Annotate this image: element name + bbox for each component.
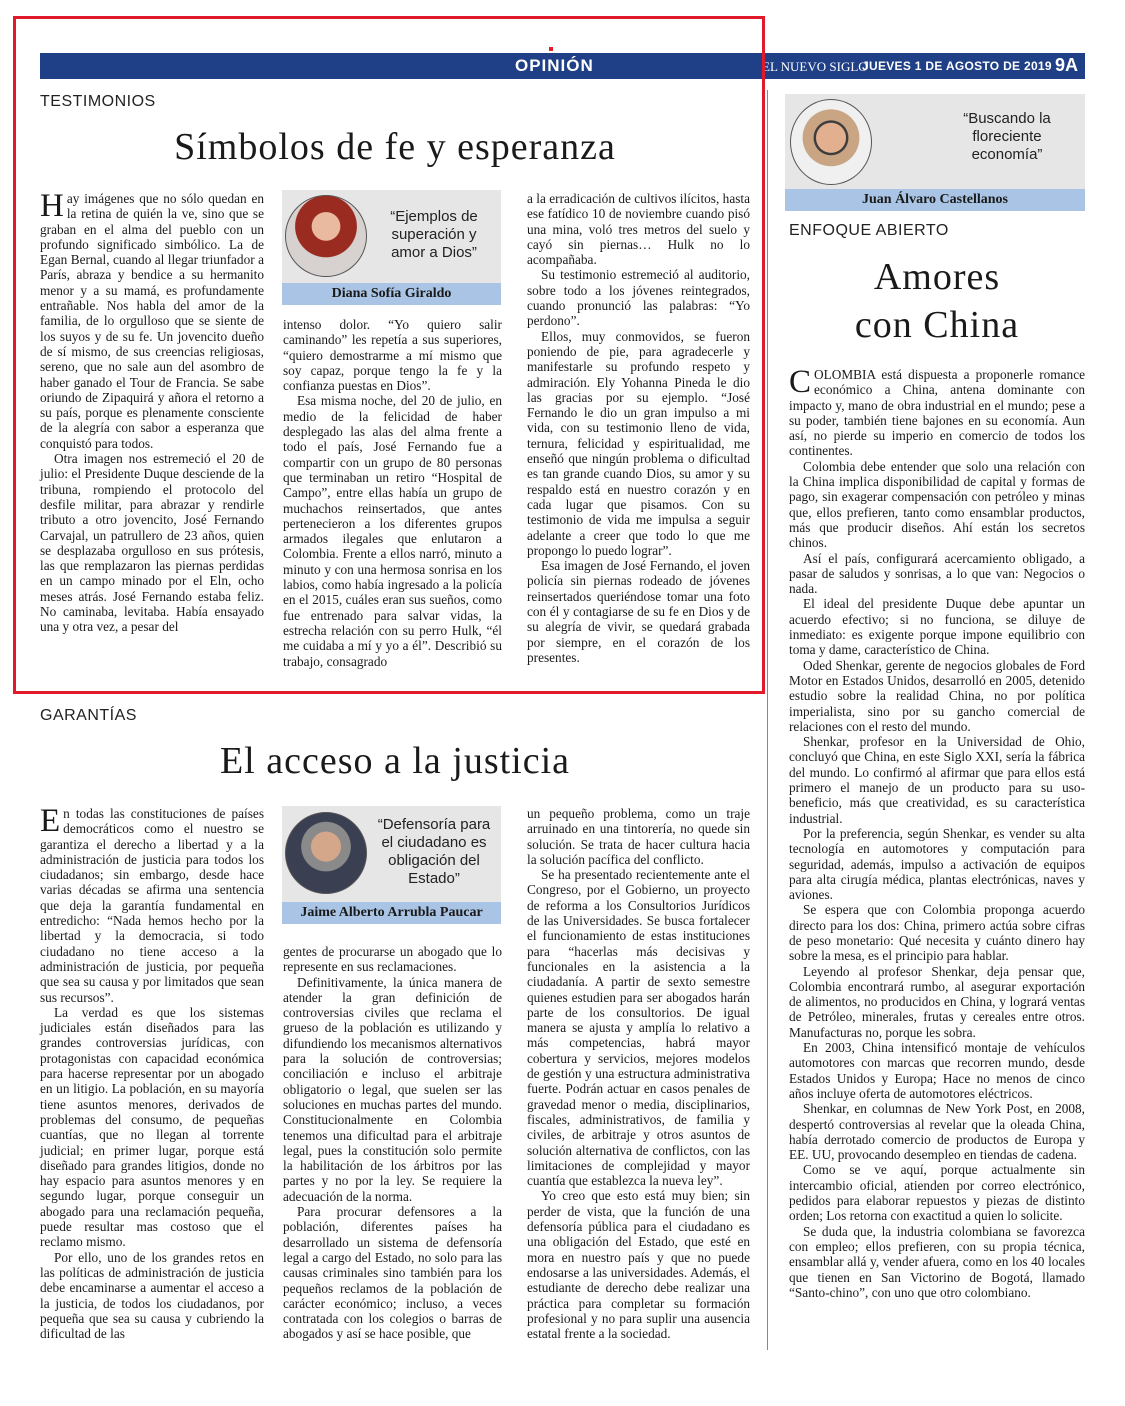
article2-paragraph: un pequeño problema, como un traje arruinado en una tintorería, no quede sin solución. Se trata de hacer cultura hacia la solución pacífica del conflicto. [527, 806, 750, 867]
article1-paragraph: Su testimonio estremeció al auditorio, sobre todo a los jóvenes reintegrados, cuando pronunció las palabras: “Yo perdono”. [527, 267, 750, 329]
article2-paragraph: Por ello, uno de los grandes retos en las políticas de administración de justicia debe encaminarse a aumentar el acceso a la justicia, de todos los ciudadanos, por pequeña que sea su causa y cubriendo la dificultad de las [40, 1249, 264, 1342]
article1-column-3 [527, 191, 750, 665]
article3-paragraph: En 2003, China intensificó montaje de vehículos automotores con marcas que recorren mundo, desde Estados Unidos y Europa; Hace no menos de cinco años incluye oferta de automotores eléctricos. [789, 1040, 1085, 1101]
article1-paragraph: Otra imagen nos estremeció el 20 de julio: el Presidente Duque desciende de la tribuna, rompiendo el protocolo del desfile militar, para abrazar y rendirle tributo a otro jovencito, José Fernando Carvajal, un patrullero de 23 años, quien se desplazaba orgulloso en sus prótesis, las que remplazaron las piernas perdidas en un campo minado por el Eln, ocho meses atrás. José Fernando estaba feliz. No caminaba, levitaba. Había ensayado una y otra vez, a pesar del [40, 451, 264, 635]
article3-paragraph: Shenkar, profesor en la Universidad de Ohio, concluyó que China, en este Siglo XXI, sería la fábrica del mundo. Lo confirmó al afirmar que para ellos está primero el manejo de un producto para su uso-beneficio, más que creatividad, es su característica industrial. [789, 734, 1085, 826]
article1-paragraph: Esa misma noche, del 20 de julio, en medio de la felicidad de haber desplegado las alas del alma frente a todo el país, José Fernando fue a compartir con un grupo de 80 personas que terminaban un retiro “Hospital de Campo”, entre ellas había un grupo de muchachos reinsertados, que antes pertenecieron a los diferentes grupos armados ilegales que enlutaron a Colombia. Frente a ellos narró, minuto a minuto y con una hermosa sonrisa en los labios, como había ingresado a la policía en el 2015, cuáles eran sus sueños, como fue entrenado para salvar vidas, la estrecha relación con su perro Hulk, “él me cuidaba a mí y yo a él”. Describió su trabajo, consagrado [283, 393, 502, 669]
article2-author-box [282, 806, 501, 924]
author-name: Diana Sofía Giraldo [282, 283, 501, 305]
author-name: Jaime Alberto Arrubla Paucar [282, 902, 501, 924]
author-photo [285, 195, 367, 277]
article3-paragraph: Se espera que con Colombia proponga acuerdo directo para los dos: China, primero actúa sobre cifras de peso monetario: Qué necesita y cuánto dinero hay sobre la mesa, es el principio para hablar. [789, 902, 1085, 964]
author-quote: “Ejemplos de superación y amor a Dios” [390, 208, 478, 261]
article3-dropcap: C [789, 364, 812, 400]
article2-column-1 [40, 803, 264, 1342]
article1-paragraph: Esa imagen de José Fernando, el joven policía sin piernas rodeado de jóvenes reinsertados queriéndose tomar una foto con él y contagiarse de su fe en Dios y de su alegría de vivir, se quedará grabada por siempre, en el corazón de los presentes. [527, 558, 750, 665]
article3-paragraph: Leyendo al profesor Shenkar, deja pensar que, Colombia encontrará rumbo, al asegurar exportación de alimentos, no producidos en China, y logrará ventas de Petróleo, minerales, frutas y cereales entre otros. Manufacturas no, porque les sobra. [789, 963, 1085, 1040]
article1-paragraph: Hay imágenes que no sólo quedan en la retina de quién la ve, sino que se graban en el alma del pueblo con un profundo significado simbólico. La de Egan Bernal, cuando al llegar triunfador a París, abraza y bendice a su hermanito menor y a su mamá, es profundamente entrañable. Nos habla del amor de la familia, de lo orgulloso que se siente de los suyos y de su fe. Un jovencito dueño de sí mismo, de sus creencias religiosas, sereno, que no sale aun del asombro de haber ganado el Tour de Francia. Se sabe oriundo de Zipaquirá y añora el retorno a su país, porque es plenamente consciente de la alegría con sabor a esperanza que conquistó para todos. [40, 188, 264, 451]
article2-paragraph: Definitivamente, la única manera de atender la gran definición de controversias civiles que reclama el grueso de la población es utilizando y difundiendo los mecanismos alternativos para la solución de controversias; conciliación e incluso el arbitraje obligatorio o legal, que suelen ser las soluciones en muchas partes del mundo. Constitucionalmente en Colombia tenemos una dificultad para el arbitraje legal, pues la constitución solo permite la habilitación de los árbitros por las partes y no por la ley. Se requiere la adecuación de la norma. [283, 974, 502, 1204]
article2-dropcap: E [40, 803, 61, 839]
article2-paragraph: Para procurar defensores a la población, diferentes países ha desarrollado un sistema de defensoría legal a cargo del Estado, no solo para las causas criminales sino también para los pequeños reclamos de la población de carácter económico; incluso, a veces contratada con los colegios o barras de abogados y así se hace posible, que [283, 1204, 502, 1342]
article3-paragraph: Por la preferencia, según Shenkar, es vender su alta tecnología en automotores y computación para seguridad, además, impulso a activación de equipos para alta cirugía médica, plantas electrónicas, naves y aviones. [789, 825, 1085, 903]
masthead-bar [40, 53, 1085, 79]
article2-paragraph: Yo creo que esto está muy bien; sin perder de vista, que la función de una defensoría pública para el ciudadano es una obligación del Estado, que esté en mora en nuestro país y que no puede endosarse a las universidades. Además, el estudiante de derecho debe realizar una práctica para completar su formación profesional y no para suplir una ausencia estatal frente a la sociedad. [527, 1188, 750, 1342]
article3-paragraph: Así el país, configurará acercamiento obligado, a pasar de saludos y sonrisas, a lo que van: Negocios o nada. [789, 550, 1085, 597]
article2-paragraph: La verdad es que los sistemas judiciales están diseñados para las grandes controversias jurídicas, con protagonistas con capacidad económica para hacerse representar por un abogado en un litigio. La población, en su mayoría tiene asuntos menores, derivados de problemas del consumo, de pequeñas cuantías, que no llegan al torrente judicial; en primer lugar, porque está diseñado para grandes litigios, donde no hay espacio para asuntos menores y en segundo lugar, porque conseguir un abogado para una reclamación pequeña, puede resultar mas costoso que el reclamo mismo. [40, 1004, 264, 1250]
article3-paragraph: Shenkar, en columnas de New York Post, en 2008, despertó controversias al revelar que la oleada China, había derrotado comercio de productos de Europa y EE. UU, provocando desempleo en tiendas de cadena. [789, 1101, 1085, 1163]
author-name: Juan Álvaro Castellanos [785, 189, 1085, 211]
article1-dropcap: H [40, 188, 64, 224]
article2-paragraph: Se ha presentado recientemente ante el Congreso, por el Gobierno, un proyecto de reforma a los Consultorios Jurídicos de las Universidades. Se busca fortalecer el funcionamiento de estas instituciones para “hacerlas más decisivas y funcionales en la asistencia a la ciudadanía. A partir de sexto semestre quienes estudien para ser abogados harán parte de los consultorios. De igual manera se ajusta y amplía lo relativo a más competencias, habrá mayor cobertura y servicios, mejores modelos de gestión y una estructura administrativa fuerte. Podrán actuar en casos penales de gravedad menor o media, disciplinarios, fiscales, administrativos, de familia y civiles, de arbitraje y otros asuntos de solución alternativa de conflictos, con las limitaciones de complejidad y mayor cuantía que establezca la nueva ley”. [527, 867, 750, 1189]
author-quote: “Defensoría para el ciudadano es obligación del Estado” [377, 816, 491, 887]
article3-paragraph: Oded Shenkar, gerente de negocios globales de Ford Motor en Estados Unidos, desarrolló en 2005, detenido estudio sobre la realidad China, no por política imperialista, sino por su gancho comercial de relaciones con el resto del mundo. [789, 657, 1085, 734]
author-photo [285, 812, 367, 894]
article2-paragraph: gentes de procurarse un abogado que lo represente en sus reclamaciones. [283, 944, 502, 975]
article2-headline: El acceso a la justicia [219, 740, 571, 782]
article3-paragraph: Como se ve aquí, porque actualmente sin intercambio oficial, atienden por correo electrónico, pedidos para elaborar repuestos y piezas de distinto orden; Los retorna con exactitud a quien lo solicite. [789, 1162, 1085, 1224]
article1-paragraph: Ellos, muy conmovidos, se fueron poniendo de pie, para agradecerle y manifestarle su profundo respeto y admiración. Ely Yohanna Pineda le dio las gracias por su ejemplo. “José Fernando le dio un gran impulso a mi vida, con su testimonio lleno de vida, ternura, felicidad y espiritualidad, me enseñó que ningún problema o dificultad es tan grande cuando Dios, su amor y su respaldo está en nuestro corazón y en cada lugar que pisamos. Con su testimonio de vida me impulsa a seguir adelante a creer que todo lo que me propongo lo puedo lograr”. [527, 328, 750, 558]
article3-paragraph: Colombia debe entender que solo una relación con la China implica disponibilidad de capital y formas de pago, sin exagerar compensación con petróleo y minas que, ellos prefieren, tanto como ensamblar productos, más que producir diseños. Ahí están los secretos chinos. [789, 458, 1085, 551]
article2-column-3 [527, 806, 750, 1341]
page-number: 9A [1055, 55, 1079, 75]
article2-kicker: GARANTÍAS [40, 707, 137, 724]
article1-paragraph: a la erradicación de cultivos ilícitos, hasta ese fatídico 10 de noviembre cuando pisó una mina, voló tres metros del suelo y cayó sin piernas… Hulk no lo acompañaba. [527, 191, 750, 268]
column-divider [767, 90, 768, 1350]
article2-paragraph: En todas las constituciones de países democráticos como el nuestro se garantiza el derecho a libertad y a la administración de justicia para todos los ciudadanos; sin embargo, desde hace varias décadas se afirma una sentencia que deja la garantía fundamental en entredicho: “Nada hemos hecho por la libertad y la democracia, si todo ciudadano no tiene acceso a la administración de justicia, por pequeña que sea su causa y por limitados que sean sus recursos”. [40, 803, 264, 1005]
article1-author-box [282, 190, 501, 305]
article1-kicker: TESTIMONIOS [40, 93, 156, 110]
article2-column-2 [283, 944, 502, 1342]
article1-column-2 [283, 317, 502, 669]
article3-paragraph: Se duda que, la industria colombiana se favorezca con empleo; ellos prefieren, con su propia técnica, ensamblar allá y, vender afuera, como en los 40 locales que tienen en San Victorino de Bogotá, llamado “Santo-chino”, con uno que otro colombiano. [789, 1223, 1085, 1300]
article1-paragraph: intenso dolor. “Yo quiero salir caminando” les repetía a sus superiores, “quiero demostrarme a mí mismo que soy capaz, porque tengo la fe y la confianza puestas en Dios”. [283, 317, 502, 394]
article3-headline: Amores con China [854, 256, 1020, 346]
article3-author-box [785, 94, 1085, 211]
article3-paragraph: COLOMBIA está dispuesta a proponerle romance económico a China, antena dominante con impacto y, mano de obra industrial en el mundo; pese a su poder, también tiene bajones en su economía. Aun así, no pierde su imperio en comercio de todos los continentes. [789, 364, 1085, 459]
section-name: OPINIÓN [515, 56, 594, 75]
article3-body [789, 364, 1085, 1300]
author-photo [790, 99, 872, 185]
issue-date: JUEVES 1 DE AGOSTO DE 2019 [862, 59, 1052, 73]
article3-paragraph: El ideal del presidente Duque debe apuntar un acuerdo efectivo; si no funciona, se diluye de inmediato: es exigente porque impone equilibrio con toma y dame, característico de China. [789, 596, 1085, 658]
article3-kicker: ENFOQUE ABIERTO [789, 222, 949, 239]
article1-headline: Símbolos de fe y esperanza [174, 126, 616, 168]
article1-column-1 [40, 188, 264, 635]
author-quote: “Buscando la floreciente economía” [963, 110, 1051, 163]
paper-name: EL NUEVO SIGLO [762, 59, 868, 74]
